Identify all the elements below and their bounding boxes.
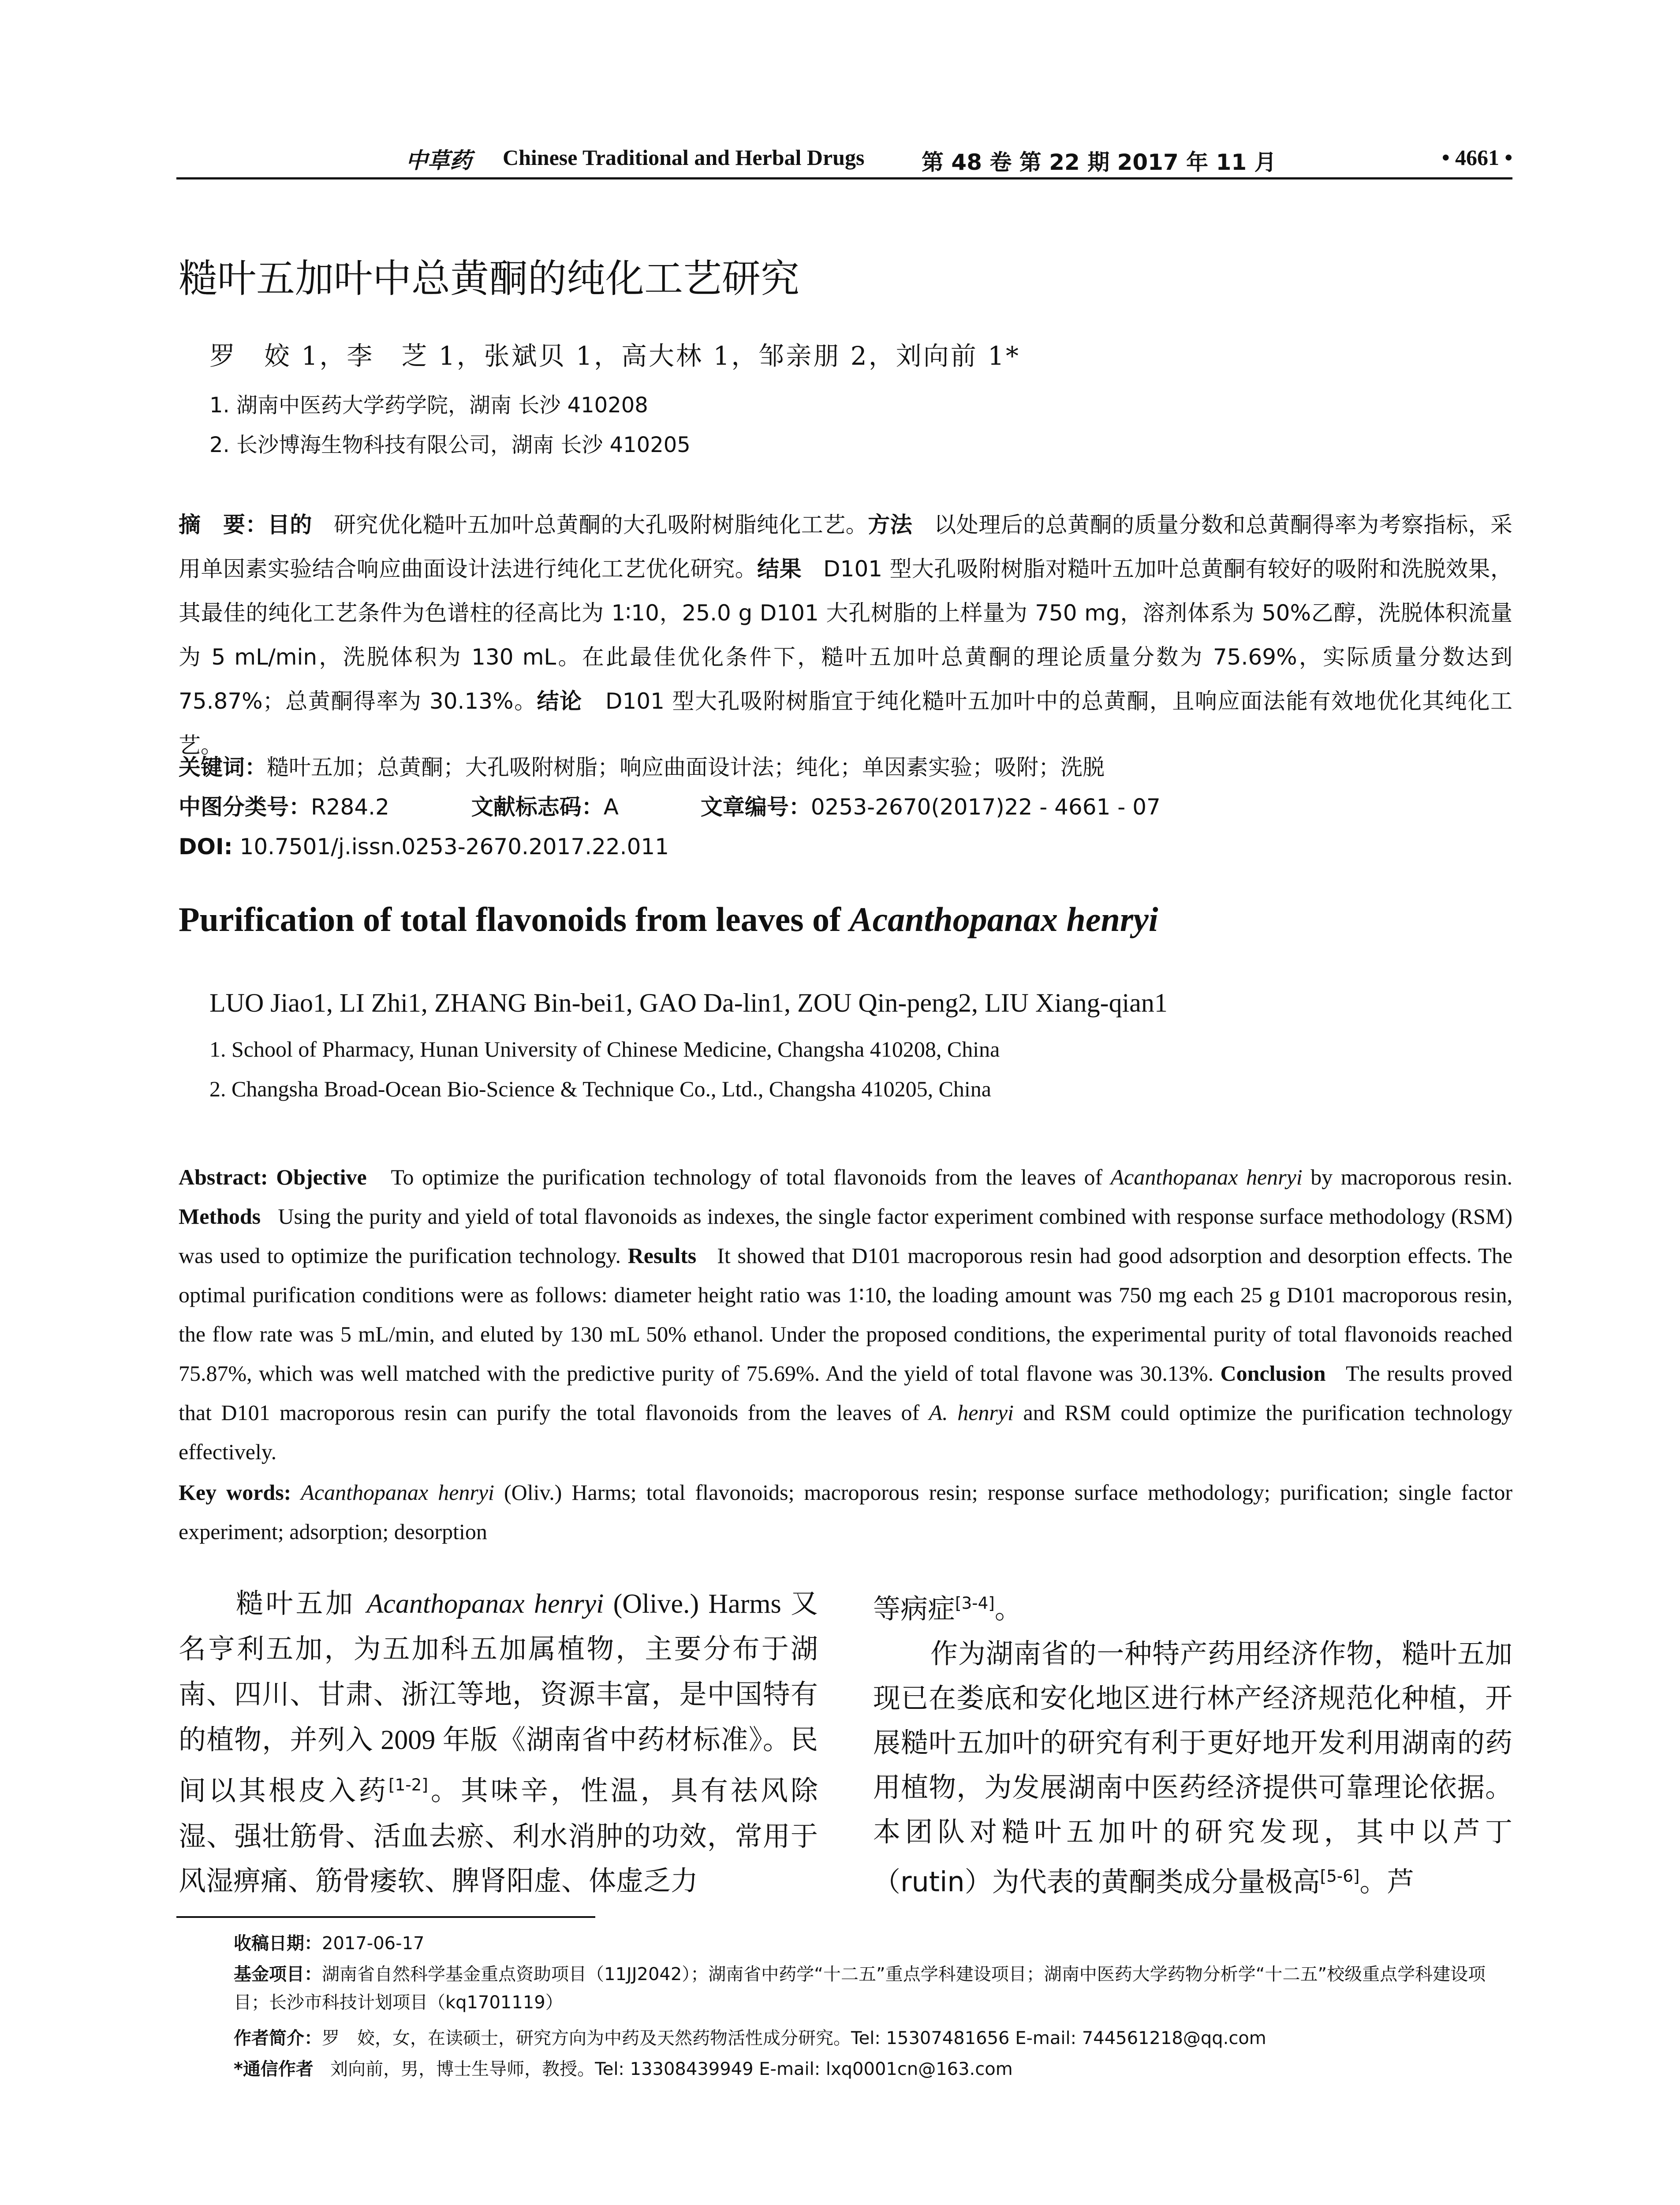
citation: [5-6] xyxy=(1320,1866,1360,1886)
footnote-fund xyxy=(234,1960,1512,2017)
objective-label-en: Objective xyxy=(276,1165,367,1189)
objective-en-2: by macroporous resin. xyxy=(1302,1165,1512,1189)
affiliation-cn-1: 1. 湖南中医药大学药学院，湖南 长沙 410208 xyxy=(209,393,648,418)
article-no-value: 0253-2670(2017)22 - 4661 - 07 xyxy=(810,794,1161,820)
keywords-en xyxy=(179,1473,1512,1551)
corresponding-text: 刘向前，男，博士生导师，教授。Tel: 13308439949 E-mail: lxq0001cn@163.com xyxy=(330,2059,1013,2079)
keywords-en-label: Key words: xyxy=(179,1480,291,1505)
clc-label: 中图分类号： xyxy=(179,794,311,820)
methods-label-en: Methods xyxy=(179,1204,261,1229)
affiliation-cn-2: 2. 长沙博海生物科技有限公司，湖南 长沙 410205 xyxy=(209,433,691,457)
title-cn: 糙叶五加叶中总黄酮的纯化工艺研究 xyxy=(179,256,800,301)
page-number: • 4661 • xyxy=(1441,145,1512,170)
abstract-en-label: Abstract: xyxy=(179,1165,268,1189)
doi-value: 10.7501/j.issn.0253-2670.2017.22.011 xyxy=(239,834,669,860)
corresponding-label: *通信作者 xyxy=(234,2059,314,2079)
results-label-cn: 结果 xyxy=(757,556,802,582)
objective-label-cn: 目的 xyxy=(267,512,312,538)
keywords-cn-text: 糙叶五加；总黄酮；大孔吸附树脂；响应曲面设计法；纯化；单因素实验；吸附；洗脱 xyxy=(267,755,1105,780)
body-species: Acanthopanax henryi xyxy=(366,1589,604,1619)
body-text: 作为湖南省的一种特产药用经济作物，糙叶五加现已在娄底和安化地区进行林产经济规范化种植，开展糙叶五加叶的研究有利于更好地开发利用湖南的药用植物，为发展湖南中医药经济提供可靠理论依据。本团队对糙叶五加叶的研究发现，其中以芦丁（rutin）为代表的黄酮类成分量极高 xyxy=(873,1637,1512,1898)
methods-en: Using the purity and yield of total flavonoids as indexes, the single factor experiment combined with response surface methodology (RSM) was used to optimize the purification technology. xyxy=(179,1204,1512,1268)
header-rule xyxy=(176,177,1512,179)
methods-cn: 以处理后的总黄酮的质量分数和总黄酮得率为考察指标，采用单因素实验结合响应曲面设计法进行纯化工艺优化研究。 xyxy=(179,512,1513,582)
conclusion-label-cn: 结论 xyxy=(537,688,582,714)
citation: [3-4] xyxy=(955,1593,995,1613)
footnote-author xyxy=(234,2024,1512,2052)
keywords-en-text: (Oliv.) Harms; total flavonoids; macroporous resin; response surface methodology; purification; single factor experiment; adsorption; desorption xyxy=(179,1480,1512,1544)
body-text: (Olive.) Harms 又名亨利五加，为五加科五加属植物，主要分布于湖南、四川、甘肃、浙江等地，资源丰富，是中国特有的植物，并列入 2009 年版《湖南省中药材标准》。民间以其根皮入药 xyxy=(179,1589,818,1806)
author-bio-label: 作者简介： xyxy=(234,2028,322,2048)
objective-en-1: To optimize the purification technology of total flavonoids from the leaves of xyxy=(391,1165,1111,1189)
title-en xyxy=(179,900,1158,939)
conclusion-label-en: Conclusion xyxy=(1220,1361,1326,1386)
body-paragraph xyxy=(873,1581,1512,1631)
abstract-cn xyxy=(179,503,1512,767)
footnote-corresponding xyxy=(234,2055,1512,2083)
doc-code-value: A xyxy=(603,794,619,820)
keywords-en-species: Acanthopanax henryi xyxy=(301,1480,494,1505)
methods-label-cn: 方法 xyxy=(868,512,913,538)
clc-value: R284.2 xyxy=(311,794,389,820)
authors-en: LUO Jiao1, LI Zhi1, ZHANG Bin-bei1, GAO Da-lin1, ZOU Qin-peng2, LIU Xiang-qian1 xyxy=(209,988,1168,1017)
results-label-en: Results xyxy=(627,1243,697,1268)
body-column-left xyxy=(179,1581,818,1903)
body-text: 。芦 xyxy=(1359,1865,1415,1898)
conclusion-en-species: A. henryi xyxy=(929,1400,1014,1425)
results-en: It showed that D101 macroporous resin had good adsorption and desorption effects. The optimal purification conditions were as follows: diameter height ratio was 1∶10, the loading amount was 750 mg each 25 g D101 macroporous resin, the flow rate was 5 mL/min, and eluted by 130 mL 50% ethanol. Under the proposed conditions, the experimental purity of total flavonoids reached 75.87%, which was well matched with the predictive purity of 75.69%. And the yield of total flavone was 30.13%. xyxy=(179,1243,1513,1386)
doi-label: DOI: xyxy=(179,834,233,860)
body-text: 。 xyxy=(994,1592,1022,1625)
journal-issue: 第 48 卷 第 22 期 2017 年 11 月 xyxy=(922,149,1277,175)
objective-en-species: Acanthopanax henryi xyxy=(1110,1165,1303,1189)
doc-code-label: 文献标志码： xyxy=(471,794,604,820)
author-bio-text: 罗 姣，女，在读硕士，研究方向为中药及天然药物活性成分研究。Tel: 15307481656 E-mail: 744561218@qq.com xyxy=(322,2028,1266,2048)
authors-cn: 罗 姣 1，李 芝 1，张斌贝 1，高大林 1，邹亲朋 2，刘向前 1* xyxy=(209,341,1021,371)
conclusion-en-2: and RSM could optimize the purification technology effectively. xyxy=(179,1400,1512,1464)
conclusion-cn: D101 型大孔吸附树脂宜于纯化糙叶五加叶中的总黄酮，且响应面法能有效地优化其纯化工艺。 xyxy=(179,688,1512,758)
received-date: 2017-06-17 xyxy=(322,1933,425,1954)
journal-name-en: Chinese Traditional and Herbal Drugs xyxy=(503,145,865,170)
footnote-rule xyxy=(176,1916,595,1918)
footnote-received xyxy=(234,1929,1512,1958)
body-text: 糙叶五加 xyxy=(236,1587,367,1619)
journal-name-cn: 中草药 xyxy=(406,147,472,173)
body-paragraph xyxy=(179,1581,818,1903)
abstract-cn-label: 摘 要： xyxy=(179,512,268,538)
affiliation-en-2: 2. Changsha Broad-Ocean Bio-Science & Technique Co., Ltd., Changsha 410205, China xyxy=(209,1076,991,1101)
body-text: 。其味辛，性温，具有祛风除湿、强壮筋骨、活血去瘀、利水消肿的功效，常用于风湿痹痛、筋骨痿软、脾肾阳虚、体虚乏力 xyxy=(179,1774,818,1897)
body-column-right xyxy=(873,1581,1512,1904)
fund-text: 湖南省自然科学基金重点资助项目（11JJ2042）；湖南省中药学“十二五”重点学科建设项目；湖南中医药大学药物分析学“十二五”校级重点学科建设项目；长沙市科技计划项目（kq1701119） xyxy=(234,1964,1486,2013)
running-header xyxy=(176,140,1512,180)
citation: [1-2] xyxy=(388,1775,428,1794)
article-no-label: 文章编号： xyxy=(700,794,811,820)
abstract-en xyxy=(179,1158,1512,1472)
results-cn: D101 型大孔吸附树脂对糙叶五加叶总黄酮有较好的吸附和洗脱效果，其最佳的纯化工艺条件为色谱柱的径高比为 1∶10，25.0 g D101 大孔树脂的上样量为 750 mg，溶剂体系为 50%乙醇，洗脱体积流量为 5 mL/min，洗脱体积为 130 mL。在此最佳优化条件下，糙叶五加叶总黄酮的理论质量分数为 75.69%，实际质量分数达到 75.87%；总黄酮得率为 30.13%。 xyxy=(179,556,1513,714)
conclusion-en-1: The results proved that D101 macroporous resin can purify the total flavonoids from the leaves of xyxy=(179,1361,1512,1425)
fund-label: 基金项目： xyxy=(234,1964,322,1984)
keywords-cn-label: 关键词： xyxy=(179,755,267,780)
title-en-main: Purification of total flavonoids from leaves of xyxy=(179,900,850,938)
affiliation-en-1: 1. School of Pharmacy, Hunan University of Chinese Medicine, Changsha 410208, China xyxy=(209,1037,1000,1061)
objective-cn: 研究优化糙叶五加叶总黄酮的大孔吸附树脂纯化工艺。 xyxy=(333,512,868,538)
received-label: 收稿日期： xyxy=(234,1933,322,1954)
doi-line xyxy=(179,825,1512,869)
title-en-species: Acanthopanax henryi xyxy=(849,900,1158,938)
classification-line xyxy=(179,785,1512,829)
body-text: 等病症 xyxy=(873,1592,956,1625)
keywords-cn xyxy=(179,745,1512,789)
body-paragraph xyxy=(873,1631,1512,1904)
